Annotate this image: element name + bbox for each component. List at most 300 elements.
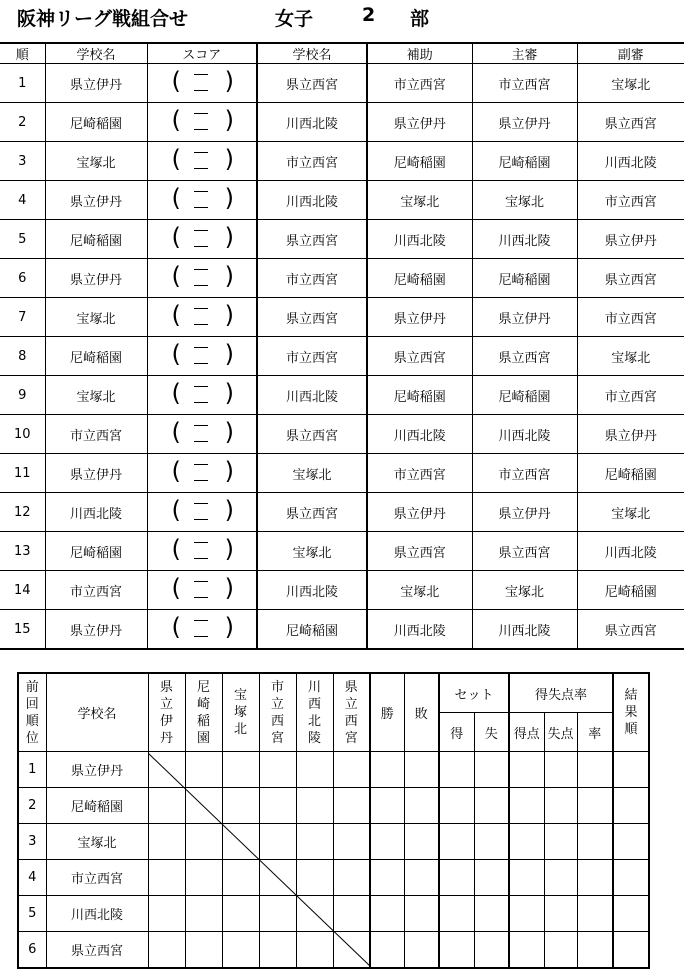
points-won-cell[interactable] <box>509 752 544 788</box>
header-opp-5: 川 西 北 陵 <box>296 673 333 752</box>
right-bracket: ) <box>224 418 234 446</box>
sub-referee-cell: 川西北陵 <box>577 142 684 181</box>
score-line-top <box>194 230 208 231</box>
score-line-bottom <box>194 90 208 91</box>
sub-referee-cell: 尼崎稲園 <box>577 454 684 493</box>
header-sets-won: 得 <box>439 713 474 752</box>
result-cell[interactable] <box>296 752 333 788</box>
school-cell: 尼崎稲園 <box>46 788 148 824</box>
score-line-bottom <box>194 324 208 325</box>
chief-referee-cell: 宝塚北 <box>472 571 577 610</box>
header-opp-2: 尼 崎 稲 園 <box>185 673 222 752</box>
auxiliary-cell: 県立西宮 <box>367 532 472 571</box>
team-b-cell: 県立西宮 <box>257 64 367 103</box>
standings-row <box>18 752 649 788</box>
result-cell[interactable] <box>259 896 296 932</box>
schedule-row <box>0 454 684 493</box>
losses-cell[interactable] <box>404 752 439 788</box>
standings-row <box>18 860 649 896</box>
team-a-cell: 川西北陵 <box>45 493 147 532</box>
score-line-bottom <box>194 168 208 169</box>
points-won-cell[interactable] <box>509 896 544 932</box>
gender-label: 女子 <box>275 8 314 30</box>
right-bracket: ) <box>224 184 234 212</box>
chief-referee-cell: 川西北陵 <box>472 415 577 454</box>
schedule-row <box>0 376 684 415</box>
score-cell[interactable] <box>147 610 257 650</box>
result-cell[interactable] <box>333 932 370 969</box>
auxiliary-cell: 宝塚北 <box>367 181 472 220</box>
score-line-top <box>194 503 208 504</box>
school-cell: 市立西宮 <box>46 860 148 896</box>
left-bracket: ( <box>171 379 181 407</box>
division-number: 2 <box>362 4 376 26</box>
prev-rank-cell: 4 <box>18 860 46 896</box>
schedule-header-row <box>0 43 684 64</box>
score-line-bottom <box>194 207 208 208</box>
team-b-cell: 川西北陵 <box>257 181 367 220</box>
sub-referee-cell: 県立伊丹 <box>577 415 684 454</box>
left-bracket: ( <box>171 340 181 368</box>
result-cell[interactable] <box>296 788 333 824</box>
sub-referee-cell: 県立西宮 <box>577 610 684 650</box>
ratio-cell[interactable] <box>577 932 613 969</box>
right-bracket: ) <box>224 535 234 563</box>
result-cell[interactable] <box>333 896 370 932</box>
left-bracket: ( <box>171 223 181 251</box>
right-bracket: ) <box>224 223 234 251</box>
wins-cell[interactable] <box>370 788 404 824</box>
auxiliary-cell: 市立西宮 <box>367 64 472 103</box>
result-cell[interactable] <box>259 752 296 788</box>
schedule-row <box>0 337 684 376</box>
left-bracket: ( <box>171 418 181 446</box>
left-bracket: ( <box>171 145 181 173</box>
header-sets-lost: 失 <box>474 713 509 752</box>
result-cell[interactable] <box>296 932 333 969</box>
result-cell[interactable] <box>296 860 333 896</box>
team-b-cell: 県立西宮 <box>257 220 367 259</box>
schedule-row <box>0 103 684 142</box>
sub-referee-cell: 宝塚北 <box>577 493 684 532</box>
score-line-bottom <box>194 246 208 247</box>
team-a-cell: 尼崎稲園 <box>45 532 147 571</box>
points-won-cell[interactable] <box>509 932 544 969</box>
header-opp-4: 市 立 西 宮 <box>259 673 296 752</box>
schedule-row <box>0 493 684 532</box>
result-cell[interactable] <box>222 932 259 969</box>
score-line-bottom <box>194 558 208 559</box>
school-cell: 宝塚北 <box>46 824 148 860</box>
score-line-bottom <box>194 597 208 598</box>
result-cell[interactable] <box>185 752 222 788</box>
order-cell: 8 <box>0 337 45 376</box>
ratio-cell[interactable] <box>577 752 613 788</box>
wins-cell[interactable] <box>370 896 404 932</box>
wins-cell[interactable] <box>370 752 404 788</box>
chief-referee-cell: 県立伊丹 <box>472 298 577 337</box>
right-bracket: ) <box>224 106 234 134</box>
score-line-bottom <box>194 363 208 364</box>
score-line-top <box>194 269 208 270</box>
left-bracket: ( <box>171 496 181 524</box>
chief-referee-cell: 県立伊丹 <box>472 103 577 142</box>
team-a-cell: 市立西宮 <box>45 415 147 454</box>
result-cell[interactable] <box>333 824 370 860</box>
schedule-row <box>0 532 684 571</box>
sub-referee-cell: 県立伊丹 <box>577 220 684 259</box>
auxiliary-cell: 川西北陵 <box>367 220 472 259</box>
result-rank-cell[interactable] <box>613 896 649 932</box>
team-a-cell: 県立伊丹 <box>45 181 147 220</box>
standings-table <box>17 672 650 969</box>
chief-referee-cell: 県立伊丹 <box>472 493 577 532</box>
score-line-top <box>194 74 208 75</box>
right-bracket: ) <box>224 301 234 329</box>
losses-cell[interactable] <box>404 860 439 896</box>
sets-won-cell[interactable] <box>439 896 474 932</box>
left-bracket: ( <box>171 106 181 134</box>
score-line-top <box>194 191 208 192</box>
sets-won-cell[interactable] <box>439 860 474 896</box>
order-cell: 12 <box>0 493 45 532</box>
auxiliary-cell: 宝塚北 <box>367 571 472 610</box>
order-cell: 5 <box>0 220 45 259</box>
left-bracket: ( <box>171 574 181 602</box>
sub-referee-cell: 宝塚北 <box>577 64 684 103</box>
losses-cell[interactable] <box>404 896 439 932</box>
score-cell[interactable] <box>147 571 257 610</box>
schedule-row <box>0 298 684 337</box>
team-a-cell: 尼崎稲園 <box>45 337 147 376</box>
result-cell[interactable] <box>222 896 259 932</box>
result-cell[interactable] <box>259 824 296 860</box>
chief-referee-cell: 川西北陵 <box>472 220 577 259</box>
order-cell: 14 <box>0 571 45 610</box>
left-bracket: ( <box>171 262 181 290</box>
team-b-cell: 川西北陵 <box>257 103 367 142</box>
result-cell[interactable] <box>333 860 370 896</box>
score-line-top <box>194 386 208 387</box>
right-bracket: ) <box>224 340 234 368</box>
left-bracket: ( <box>171 457 181 485</box>
result-cell[interactable] <box>148 752 185 788</box>
score-cell[interactable] <box>147 103 257 142</box>
score-line-bottom <box>194 519 208 520</box>
sets-won-cell[interactable] <box>439 752 474 788</box>
result-cell[interactable] <box>259 860 296 896</box>
right-bracket: ) <box>224 262 234 290</box>
header-sub-referee: 副審 <box>577 43 684 64</box>
result-cell[interactable] <box>333 752 370 788</box>
header-point-ratio: 得失点率 <box>509 673 613 713</box>
losses-cell[interactable] <box>404 788 439 824</box>
header-score: スコア <box>147 43 257 64</box>
result-cell[interactable] <box>148 860 185 896</box>
order-cell: 6 <box>0 259 45 298</box>
score-line-bottom <box>194 402 208 403</box>
right-bracket: ) <box>224 457 234 485</box>
sets-lost-cell[interactable] <box>474 860 509 896</box>
points-lost-cell[interactable] <box>544 932 577 969</box>
score-cell[interactable] <box>147 298 257 337</box>
team-b-cell: 県立西宮 <box>257 298 367 337</box>
header-wins: 勝 <box>370 673 404 752</box>
result-cell[interactable] <box>185 896 222 932</box>
score-line-bottom <box>194 129 208 130</box>
order-cell: 2 <box>0 103 45 142</box>
score-cell[interactable] <box>147 142 257 181</box>
team-b-cell: 県立西宮 <box>257 415 367 454</box>
team-b-cell: 川西北陵 <box>257 376 367 415</box>
points-lost-cell[interactable] <box>544 824 577 860</box>
score-line-bottom <box>194 441 208 442</box>
losses-cell[interactable] <box>404 932 439 969</box>
right-bracket: ) <box>224 379 234 407</box>
sets-lost-cell[interactable] <box>474 896 509 932</box>
chief-referee-cell: 尼崎稲園 <box>472 142 577 181</box>
order-cell: 11 <box>0 454 45 493</box>
prev-rank-cell: 6 <box>18 932 46 969</box>
header-auxiliary: 補助 <box>367 43 472 64</box>
left-bracket: ( <box>171 613 181 641</box>
sub-referee-cell: 市立西宮 <box>577 376 684 415</box>
order-cell: 7 <box>0 298 45 337</box>
order-cell: 4 <box>0 181 45 220</box>
ratio-cell[interactable] <box>577 896 613 932</box>
score-line-top <box>194 425 208 426</box>
sets-lost-cell[interactable] <box>474 824 509 860</box>
team-a-cell: 宝塚北 <box>45 298 147 337</box>
schedule-row <box>0 571 684 610</box>
result-cell[interactable] <box>185 824 222 860</box>
score-line-top <box>194 620 208 621</box>
right-bracket: ) <box>224 67 234 95</box>
left-bracket: ( <box>171 67 181 95</box>
header-opp-1: 県 立 伊 丹 <box>148 673 185 752</box>
chief-referee-cell: 県立西宮 <box>472 337 577 376</box>
auxiliary-cell: 県立伊丹 <box>367 103 472 142</box>
score-line-top <box>194 542 208 543</box>
points-won-cell[interactable] <box>509 860 544 896</box>
team-a-cell: 宝塚北 <box>45 376 147 415</box>
team-b-cell: 市立西宮 <box>257 259 367 298</box>
team-b-cell: 市立西宮 <box>257 142 367 181</box>
sub-referee-cell: 川西北陵 <box>577 532 684 571</box>
sets-won-cell[interactable] <box>439 824 474 860</box>
standings-header-row <box>18 673 649 713</box>
score-cell[interactable] <box>147 376 257 415</box>
team-b-cell: 県立西宮 <box>257 493 367 532</box>
prev-rank-cell: 1 <box>18 752 46 788</box>
score-cell[interactable] <box>147 64 257 103</box>
chief-referee-cell: 宝塚北 <box>472 181 577 220</box>
result-cell[interactable] <box>222 860 259 896</box>
right-bracket: ) <box>224 496 234 524</box>
page-title: 阪神リーグ戦組合せ <box>17 8 189 30</box>
sets-lost-cell[interactable] <box>474 752 509 788</box>
score-cell[interactable] <box>147 454 257 493</box>
chief-referee-cell: 市立西宮 <box>472 64 577 103</box>
ratio-cell[interactable] <box>577 824 613 860</box>
team-b-cell: 尼崎稲園 <box>257 610 367 650</box>
result-cell[interactable] <box>185 932 222 969</box>
wins-cell[interactable] <box>370 824 404 860</box>
points-won-cell[interactable] <box>509 788 544 824</box>
score-line-top <box>194 347 208 348</box>
result-rank-cell[interactable] <box>613 752 649 788</box>
result-rank-cell[interactable] <box>613 788 649 824</box>
prev-rank-cell: 5 <box>18 896 46 932</box>
sub-referee-cell: 市立西宮 <box>577 298 684 337</box>
auxiliary-cell: 県立伊丹 <box>367 298 472 337</box>
sub-referee-cell: 尼崎稲園 <box>577 571 684 610</box>
ratio-cell[interactable] <box>577 860 613 896</box>
result-cell[interactable] <box>296 896 333 932</box>
standings-row <box>18 932 649 969</box>
points-lost-cell[interactable] <box>544 788 577 824</box>
result-cell[interactable] <box>296 824 333 860</box>
right-bracket: ) <box>224 145 234 173</box>
score-cell[interactable] <box>147 259 257 298</box>
losses-cell[interactable] <box>404 824 439 860</box>
result-cell[interactable] <box>185 788 222 824</box>
wins-cell[interactable] <box>370 932 404 969</box>
result-cell[interactable] <box>148 896 185 932</box>
header-points-won: 得点 <box>509 713 544 752</box>
sub-referee-cell: 市立西宮 <box>577 181 684 220</box>
prev-rank-cell: 2 <box>18 788 46 824</box>
order-cell: 10 <box>0 415 45 454</box>
score-cell[interactable] <box>147 532 257 571</box>
order-cell: 13 <box>0 532 45 571</box>
team-a-cell: 宝塚北 <box>45 142 147 181</box>
score-line-top <box>194 308 208 309</box>
score-line-top <box>194 581 208 582</box>
header-chief-referee: 主審 <box>472 43 577 64</box>
chief-referee-cell: 尼崎稲園 <box>472 376 577 415</box>
header-opp-3: 宝 塚 北 <box>222 673 259 752</box>
chief-referee-cell: 市立西宮 <box>472 454 577 493</box>
header-opp-6: 県 立 西 宮 <box>333 673 370 752</box>
score-line-bottom <box>194 285 208 286</box>
points-lost-cell[interactable] <box>544 752 577 788</box>
standings-row <box>18 788 649 824</box>
result-cell[interactable] <box>148 788 185 824</box>
auxiliary-cell: 県立西宮 <box>367 337 472 376</box>
result-cell[interactable] <box>222 752 259 788</box>
right-bracket: ) <box>224 574 234 602</box>
chief-referee-cell: 川西北陵 <box>472 610 577 650</box>
header-losses: 敗 <box>404 673 439 752</box>
sets-lost-cell[interactable] <box>474 932 509 969</box>
team-a-cell: 尼崎稲園 <box>45 103 147 142</box>
schedule-row <box>0 220 684 259</box>
team-b-cell: 市立西宮 <box>257 337 367 376</box>
standings-row <box>18 824 649 860</box>
header-school: 学校名 <box>46 673 148 752</box>
result-cell[interactable] <box>333 788 370 824</box>
team-a-cell: 県立伊丹 <box>45 64 147 103</box>
team-a-cell: 市立西宮 <box>45 571 147 610</box>
wins-cell[interactable] <box>370 860 404 896</box>
order-cell: 1 <box>0 64 45 103</box>
result-cell[interactable] <box>222 788 259 824</box>
right-bracket: ) <box>224 613 234 641</box>
prev-rank-cell: 3 <box>18 824 46 860</box>
ratio-cell[interactable] <box>577 788 613 824</box>
school-cell: 川西北陵 <box>46 896 148 932</box>
schedule-table <box>0 42 684 650</box>
sets-won-cell[interactable] <box>439 788 474 824</box>
header-school-a: 学校名 <box>45 43 147 64</box>
school-cell: 県立西宮 <box>46 932 148 969</box>
score-cell[interactable] <box>147 337 257 376</box>
header-prev-rank: 前 回 順 位 <box>18 673 46 752</box>
points-lost-cell[interactable] <box>544 896 577 932</box>
schedule-row <box>0 259 684 298</box>
chief-referee-cell: 県立西宮 <box>472 532 577 571</box>
header-result-rank: 結 果 順 <box>613 673 649 752</box>
sets-lost-cell[interactable] <box>474 788 509 824</box>
chief-referee-cell: 尼崎稲園 <box>472 259 577 298</box>
score-line-top <box>194 113 208 114</box>
header-points-lost: 失点 <box>544 713 577 752</box>
order-cell: 9 <box>0 376 45 415</box>
result-rank-cell[interactable] <box>613 932 649 969</box>
score-cell[interactable] <box>147 220 257 259</box>
sub-referee-cell: 宝塚北 <box>577 337 684 376</box>
order-cell: 15 <box>13 621 31 637</box>
auxiliary-cell: 県立伊丹 <box>367 493 472 532</box>
schedule-row <box>0 64 684 103</box>
header-school-b: 学校名 <box>257 43 367 64</box>
auxiliary-cell: 尼崎稲園 <box>367 376 472 415</box>
result-cell[interactable] <box>222 824 259 860</box>
team-b-cell: 宝塚北 <box>257 454 367 493</box>
header-sets: セット <box>439 673 509 713</box>
score-cell[interactable] <box>147 181 257 220</box>
order-cell: 3 <box>0 142 45 181</box>
points-won-cell[interactable] <box>509 824 544 860</box>
schedule-row <box>0 142 684 181</box>
score-cell[interactable] <box>147 415 257 454</box>
team-a-cell: 県立伊丹 <box>45 259 147 298</box>
auxiliary-cell: 川西北陵 <box>367 415 472 454</box>
auxiliary-cell: 川西北陵 <box>367 610 472 650</box>
result-rank-cell[interactable] <box>613 824 649 860</box>
points-lost-cell[interactable] <box>544 860 577 896</box>
result-cell[interactable] <box>148 932 185 969</box>
auxiliary-cell: 市立西宮 <box>367 454 472 493</box>
sets-won-cell[interactable] <box>439 932 474 969</box>
result-cell[interactable] <box>259 932 296 969</box>
left-bracket: ( <box>171 184 181 212</box>
header-order: 順 <box>0 43 45 64</box>
result-cell[interactable] <box>148 824 185 860</box>
team-a-cell: 尼崎稲園 <box>45 220 147 259</box>
left-bracket: ( <box>171 535 181 563</box>
result-cell[interactable] <box>185 860 222 896</box>
result-cell[interactable] <box>259 788 296 824</box>
score-cell[interactable] <box>147 493 257 532</box>
schedule-row <box>0 181 684 220</box>
schedule-row <box>0 415 684 454</box>
result-rank-cell[interactable] <box>613 860 649 896</box>
sub-referee-cell: 県立西宮 <box>577 103 684 142</box>
score-line-bottom <box>194 636 208 637</box>
auxiliary-cell: 尼崎稲園 <box>367 142 472 181</box>
